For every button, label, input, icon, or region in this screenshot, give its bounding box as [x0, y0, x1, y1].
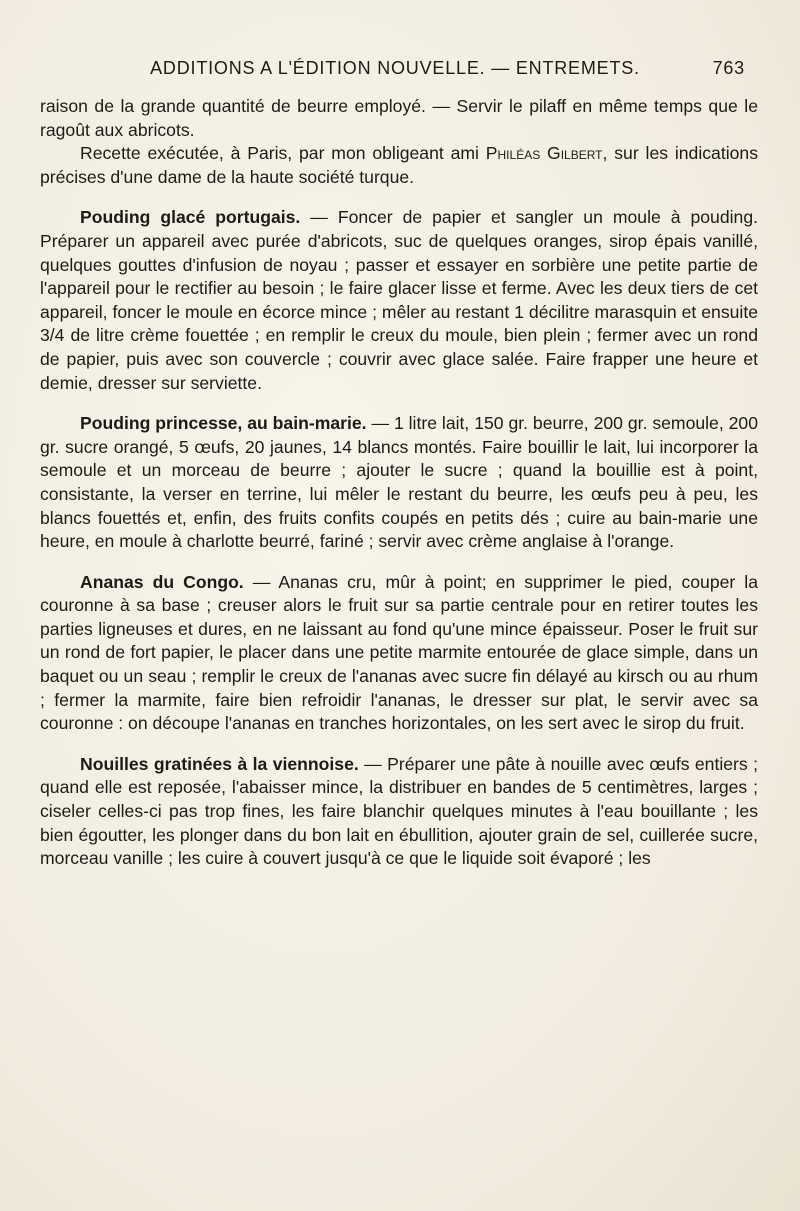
running-title: ADDITIONS A L'ÉDITION NOUVELLE. — ENTREMETS. — [150, 58, 640, 78]
recipe-text: — Préparer une pâte à nouille avec œufs entiers ; quand elle est reposée, l'abaisser mince, la distribuer en bandes de 5 centimètres, larges ; ciseler celles-ci pas trop fines, les faire blanchir quelques minutes à l'eau bouillante ; les bien égoutter, les plonger dans du bon lait en ébullition, ajouter grain de sel, cuillerée sucre, morceau vanille ; les cuire à couvert jusqu'à ce que le liquide soit évaporé ; les — [40, 753, 758, 869]
recipe-pouding-glace — [40, 206, 758, 395]
recipe-title: Ananas du Congo. — [80, 571, 244, 592]
recipe-title: Pouding princesse, au bain-marie. — [80, 413, 367, 434]
paragraph-credit — [40, 142, 758, 189]
recipe-text: — Ananas cru, mûr à point; en supprimer le pied, couper la couronne à sa base ; creuser alors le fruit sur sa partie centrale pour en retirer toutes les parties ligneuses et dures, en ne laissant au fond qu'une mince épaisseur. Poser le fruit sur un rond de fort papier, le placer dans une petite marmite entourée de glace simple, dans un baquet ou un seau ; remplir le creux de l'ananas avec sucre fin délayé au kirsch ou au rhum ; fermer la marmite, faire bien refroidir l'ananas, le dresser sur plat, le servir avec sa couronne : on découpe l'ananas en tranches horizontales, on les sert avec le sirop du fruit. — [40, 571, 758, 734]
paragraph-text: raison de la grande quantité de beurre employé. — Servir le pilaff en même temps que le ragoût aux abricots. — [40, 96, 758, 140]
paragraph-text: , sur les indications précises d'une dame de la haute société turque. — [40, 143, 758, 187]
paragraph-continuation — [40, 95, 758, 142]
author-name: Philéas Gilbert — [485, 143, 603, 164]
recipe-title: Nouilles gratinées à la viennoise. — [80, 753, 359, 774]
page-number: 763 — [712, 58, 745, 78]
recipe-title: Pouding glacé portugais. — [80, 207, 301, 228]
page-body — [40, 95, 758, 871]
recipe-text: — 1 litre lait, 150 gr. beurre, 200 gr. semoule, 200 gr. sucre orangé, 5 œufs, 20 jaunes, 14 blancs montés. Faire bouillir le lait, lui incorporer la semoule et un morceau de beurre ; ajouter le sucre ; quand la bouillie est à point, consistante, la verser en terrine, lui mêler le restant du beurre, les œufs peu à peu, les blancs fouettés et, enfin, des fruits confits coupés en petits dés ; cuire au bain-marie une heure, en moule à charlotte beurré, fariné ; servir avec crème anglaise à l'orange. — [40, 413, 758, 552]
recipe-text: — Foncer de papier et sangler un moule à pouding. Préparer un appareil avec purée d'abricots, suc de quelques oranges, sirop épais vanillé, quelques gouttes d'infusion de noyau ; passer et essayer en sorbière une petite partie de l'appareil pour le rectifier au besoin ; le faire glacer lisse et ferme. Avec les deux tiers de cet appareil, foncer le moule en écorce mince ; mêler au restant 1 décilitre marasquin et ensuite 3/4 de litre crème fouettée ; en remplir le creux du moule, bien plein ; fermer avec un rond de papier, puis avec son couvercle ; couvrir avec glace salée. Faire frapper une heure et demie, dresser sur serviette. — [40, 207, 758, 393]
paragraph-text: Recette exécutée, à Paris, par mon obligeant ami — [80, 143, 486, 164]
recipe-pouding-princesse — [40, 412, 758, 554]
running-header — [95, 58, 745, 84]
recipe-ananas-congo — [40, 571, 758, 736]
recipe-nouilles-viennoise — [40, 753, 758, 871]
